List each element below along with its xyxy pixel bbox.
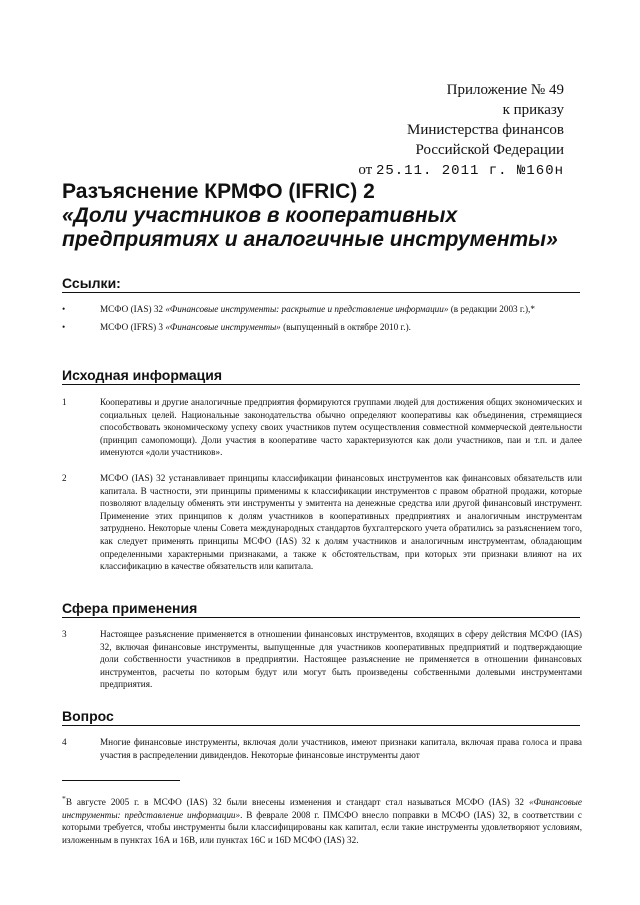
appendix-date-line <box>358 160 564 181</box>
paragraph-number: 3 <box>62 629 67 639</box>
footnote-marker: * <box>62 794 66 803</box>
title-line-1: Разъяснение КРМФО (IFRIC) 2 <box>62 180 375 203</box>
paragraph-number: 2 <box>62 473 67 483</box>
bullet-icon: • <box>62 322 66 332</box>
title-line-2: «Доли участников в кооперативных <box>62 204 458 227</box>
date-prefix: от <box>358 162 373 178</box>
section-heading-question: Вопрос <box>62 708 580 726</box>
section-heading-background: Исходная информация <box>62 367 580 385</box>
references-list <box>62 303 582 339</box>
footnote-divider <box>62 780 180 781</box>
footnote: *В августе 2005 г. в МСФО (IAS) 32 были внесены изменения и стандарт стал называться МСФО (IAS) 32 «Финансовые инструменты: представление информации». В феврале 2008 г. ПМСФО внесло поправки в МСФО (IAS) 32, в соответствии с которыми требуется, чтобы инструменты были классифицированы как капитал, если такие инструменты удовлетворяют условиям, изложенным в пунктах 16А и 16В, или пунктах 16С и 16D МСФО (IAS) 32. <box>62 794 582 845</box>
paragraph-4 <box>62 736 582 761</box>
bullet-icon: • <box>62 304 66 314</box>
reference-item: • МСФО (IAS) 32 «Финансовые инструменты: раскрытие и представление информации» (в редакции 2003 г.),* <box>62 304 535 314</box>
appendix-line-3: Министерства финансов <box>407 122 564 138</box>
appendix-line-1: Приложение № 49 <box>446 82 564 98</box>
paragraph-3 <box>62 628 582 691</box>
paragraph-1 <box>62 396 582 459</box>
section-heading-references: Ссылки: <box>62 275 580 293</box>
paragraph-number: 1 <box>62 397 67 407</box>
paragraph-text: МСФО (IAS) 32 устанавливает принципы классификации финансовых инструментов как финансовых обязательств или капитала. В частности, эти принципы применимы к классификации инструментов с правом обратной продажи, которые позволяют владельцу обменять эти инструменты у эмитента на денежные средства или другой финансовый инструмент. Применение этих принципов к долям участников в кооперативных предприятиях и аналогичным инструментам затруднено. Некоторые члены Совета международных стандартов бухгалтерского учета обратились за разъяснением того, как следует применять принципы МСФО (IAS) 32 к долям участников и аналогичным инструментам, обладающим определенными характерными признаками, а также к обстоятельствам, при которых эти признаки влияют на их классификацию в качестве обязательств или капитала. <box>100 473 582 572</box>
date-stamp: 25.11. 2011 г. №160н <box>375 163 564 179</box>
paragraph-text: Настоящее разъяснение применяется в отношении финансовых инструментов, входящих в сферу действия МСФО (IAS) 32, включая финансовые инструменты, выпущенные для участников кооперативных предприятий и подтверждающие доли собственности участников в предприятии. Настоящее разъяснение не применяется в отношении финансовых инструментов, расчеты по которым будут или могут быть произведены собственными долевыми инструментами предприятия. <box>100 629 582 690</box>
title-line-3: предприятиях и аналогичные инструменты» <box>62 228 558 251</box>
section-heading-scope: Сфера применения <box>62 600 580 618</box>
paragraph-number: 4 <box>62 737 67 747</box>
appendix-line-4: Российской Федерации <box>415 142 564 158</box>
appendix-block <box>358 80 564 181</box>
reference-item: • МСФО (IFRS) 3 «Финансовые инструменты» (выпущенный в октябре 2010 г.). <box>62 322 411 332</box>
paragraph-text: Многие финансовые инструменты, включая доли участников, имеют признаки капитала, включая права голоса и права участия в распределении дивидендов. Некоторые финансовые инструменты дают <box>100 737 582 760</box>
appendix-line-2: к приказу <box>502 102 564 118</box>
document-title <box>62 180 582 252</box>
paragraph-text: Кооперативы и другие аналогичные предприятия формируются группами людей для достижения общих экономических и социальных целей. Национальные законодательства обычно определяют кооперативы как объединения, стремящиеся способствовать экономическому успеху своих участников путем осуществления совместной коммерческой деятельности (принцип самопомощи). Доли участия в кооперативе часто характеризуются как доли участников, паи и т.п. и далее именуются «доли участников». <box>100 397 582 458</box>
paragraph-2 <box>62 472 582 573</box>
